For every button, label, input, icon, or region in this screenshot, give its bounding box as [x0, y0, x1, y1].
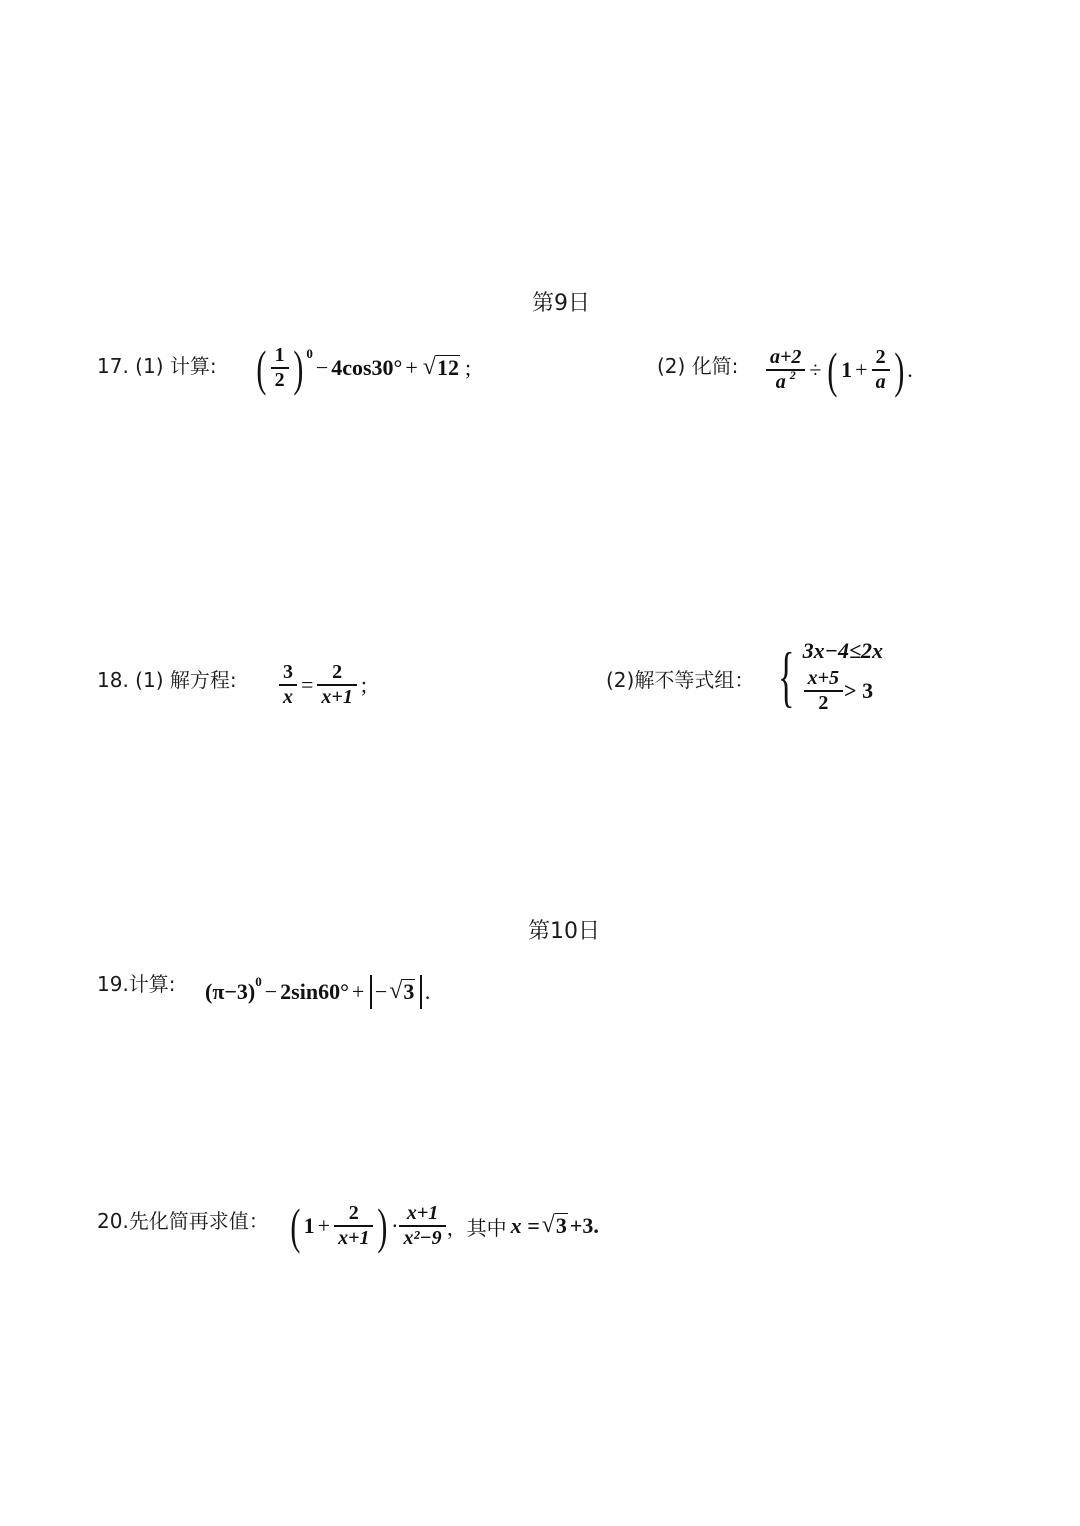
q20-label: 20.先化简再求值：: [97, 1209, 269, 1233]
inequality-1: 3x−4≤2x: [802, 638, 884, 663]
fraction-2-over-x-plus-1: $\frac{2}{x+1}$: [319, 662, 354, 708]
left-brace: {: [778, 637, 795, 714]
where-text: ，其中: [446, 1215, 507, 1240]
fraction-2-over-x-plus-1: $\frac{2}{x+1}$: [336, 1203, 371, 1249]
q18-part2-label: (2)解不等式组：: [606, 668, 755, 692]
fraction-x-plus-1-over-x2-minus-9: $\frac{x+1}{\text{x²−9}}$: [401, 1203, 443, 1249]
abs-bar-left: [370, 975, 372, 1009]
left-paren: (: [256, 340, 267, 396]
fraction-one-half: [273, 345, 287, 391]
denominator: 2: [274, 368, 285, 391]
day-9-title: 第9日: [532, 291, 590, 316]
inequality-system: [770, 638, 883, 714]
q18-label: 18. (1) 解方程:: [97, 668, 237, 692]
sqrt-3: √ 3: [389, 978, 415, 1005]
q18-part1-expression: $\frac{3}{x}$ = $\frac{2}{x+1}$ ;: [278, 656, 370, 714]
q19-label: 19.计算:: [97, 972, 176, 996]
inequality-2: $\frac{x+5}{2}$ > 3: [803, 668, 883, 714]
q17-label: 17. (1) 计算:: [97, 354, 217, 378]
q17-part2-label: (2) 化简:: [657, 354, 739, 378]
q20-expression: ( 1 + $\frac{2}{x+1}$ ) · $\frac{x+1}{\text{x²−9}}$ ，其中 x = √ 3 +3.: [290, 1198, 599, 1254]
sqrt-3: √ 3: [541, 1212, 567, 1239]
numerator: 1: [274, 344, 285, 367]
sqrt-12: √ 12: [422, 354, 459, 381]
fraction-3-over-x: $\frac{3}{x}$: [281, 662, 295, 708]
term-4cos30: 4cos30°: [331, 355, 403, 380]
fraction-2-over-a: $\frac{2}{a}$: [874, 347, 888, 393]
abs-bar-right: [420, 975, 422, 1009]
fraction-a-plus-2-over-a2: $\frac{a+2}{a ^2}$: [768, 347, 803, 393]
q17-part1-expression: ( $\frac{1}{2}$ ) 0 − 4cos30° + √ 12 ;: [256, 340, 472, 396]
exponent-zero: 0: [306, 346, 313, 361]
q19-expression: (π−3) 0 − 2sin60° + − √ 3 .: [205, 972, 430, 1012]
q17-part2-expression: $\frac{a+2}{a ^2}$ ÷ ( 1 + $\frac{2}{a}$ ) .: [765, 340, 913, 400]
day-10-title: 第10日: [528, 919, 600, 944]
right-paren: ): [292, 340, 303, 396]
